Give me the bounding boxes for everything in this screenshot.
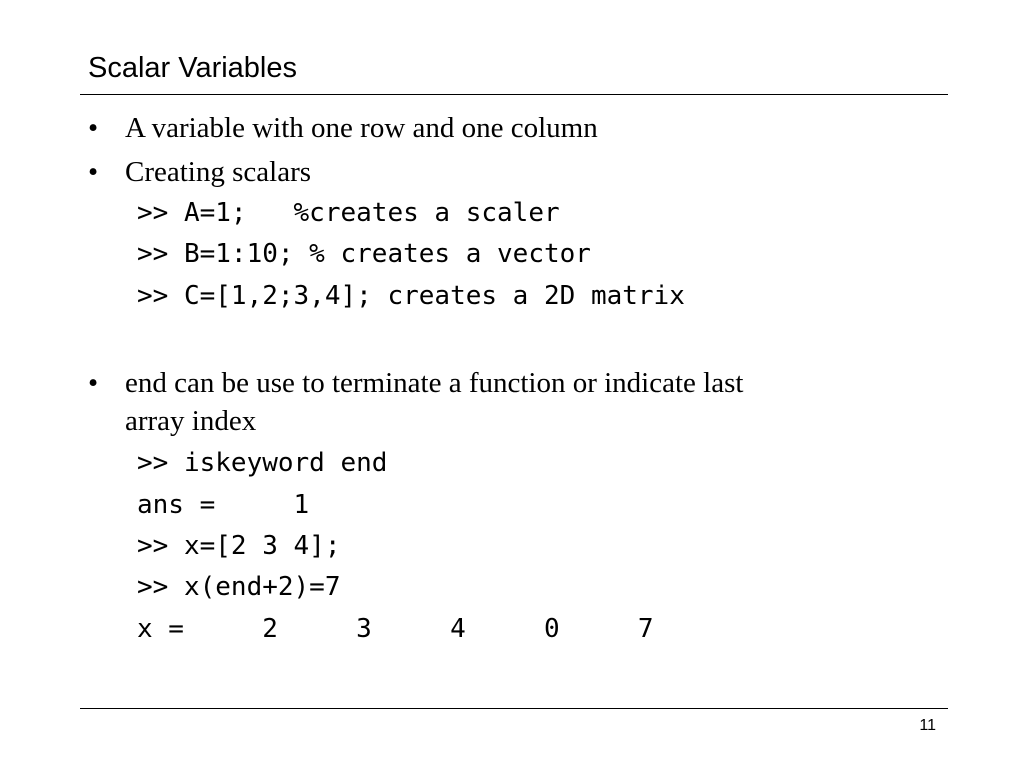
code-line: >> x=[2 3 4]; [137,531,341,561]
code-line: >> iskeyword end [137,448,388,478]
footer-divider [80,708,948,709]
slide-title: Scalar Variables [88,52,298,84]
title-divider [80,94,948,95]
bullet-text: A variable with one row and one column [125,112,598,144]
code-line: >> B=1:10; % creates a vector [137,239,591,269]
bullet-marker: • [88,156,99,188]
bullet-marker: • [88,367,99,399]
code-line: >> A=1; %creates a scaler [137,198,560,228]
code-line: x = 2 3 4 0 7 [137,614,654,644]
bullet-text: Creating scalars [125,156,312,188]
page-number: 11 [919,717,936,734]
code-line: ans = 1 [137,490,310,520]
bullet-text-continuation: array index [125,405,257,437]
bullet-text: end can be use to terminate a function or indicate last [125,367,744,399]
code-line: >> x(end+2)=7 [137,572,341,602]
code-line: >> C=[1,2;3,4]; creates a 2D matrix [137,281,685,311]
bullet-marker: • [88,112,99,144]
